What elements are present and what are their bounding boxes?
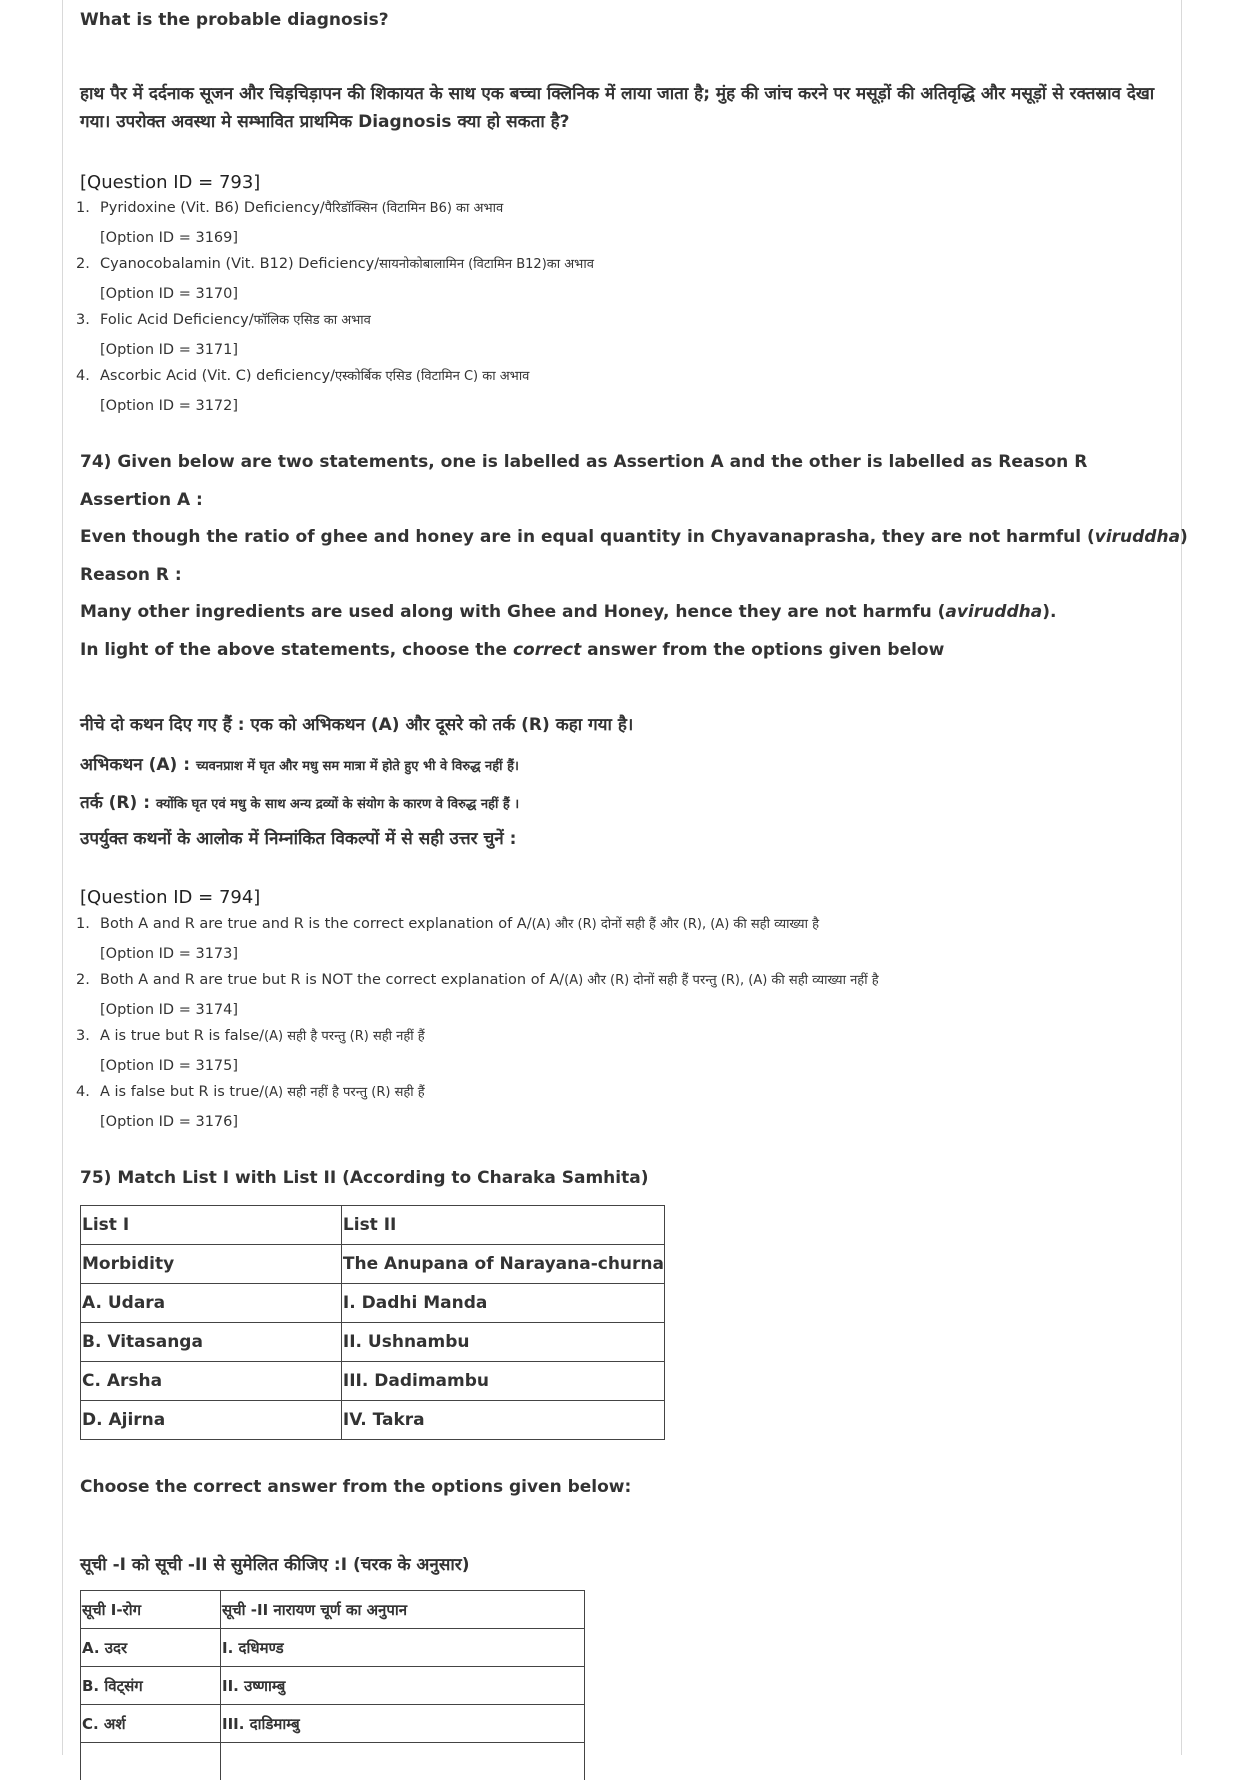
q74-option-3-id: [Option ID = 3175] <box>100 1058 238 1074</box>
option-text-en: Pyridoxine (Vit. B6) Deficiency/ <box>100 200 325 216</box>
q74-option-3: 3. A is true but R is false/(A) सही है परन्तु (R) सही नहीं हैं <box>76 1026 425 1044</box>
table-row: C. Arsha III. Dadimambu <box>81 1362 665 1401</box>
q75-match-table-hi <box>80 1590 585 1780</box>
q74-option-1-id: [Option ID = 3173] <box>100 946 238 962</box>
option-number: 1. <box>76 200 100 216</box>
table-row: B. विट्संग II. उष्णाम्बु <box>81 1667 585 1705</box>
q74-reason-label: Reason R : <box>80 565 182 585</box>
q74-option-1: 1. Both A and R are true and R is the correct explanation of A/(A) और (R) दोनों सही हैं और (R), (A) की सही व्याख्या है <box>76 914 819 932</box>
q73-question-hi: हाथ पैर में दर्दनाक सूजन और चिड़चिड़ापन की शिकायत के साथ एक बच्चा क्लिनिक में लाया जाता है; मुंह की जांच करने पर मसूड़ों की अतिवृद्धि और मसूड़ों से रक्तस्राव देखा गया। उपरोक्त अवस्था मे सम्भावित प्राथमिक Diagnosis क्या हो सकता है? <box>80 80 1160 136</box>
option-number: 2. <box>76 256 100 272</box>
table-row: A. उदर I. दधिमण्ड <box>81 1629 585 1667</box>
option-text-hi: एस्कोर्बिक एसिड (विटामिन C) का अभाव <box>335 369 529 384</box>
option-number: 4. <box>76 368 100 384</box>
option-number: 3. <box>76 312 100 328</box>
q74-assertion-text: Even though the ratio of ghee and honey are in equal quantity in Chyavanaprasha, they are not harmful (viruddha) <box>80 527 1188 547</box>
q74-hi-instruction: उपर्युक्त कथनों के आलोक में निम्नांकित विकल्पों में से सही उत्तर चुनें : <box>80 826 516 849</box>
q73-option-1-id: [Option ID = 3169] <box>100 230 238 246</box>
q75-match-table-en <box>80 1205 665 1440</box>
q74-reason-text: Many other ingredients are used along with Ghee and Honey, hence they are not harmfu (aviruddha). <box>80 602 1056 622</box>
q75-choose-instruction: Choose the correct answer from the options given below: <box>80 1477 631 1497</box>
table-row: सूची I-रोग सूची -II नारायण चूर्ण का अनुपान <box>81 1591 585 1629</box>
option-text-hi: फॉलिक एसिड का अभाव <box>254 313 371 328</box>
q73-option-2 <box>76 254 594 272</box>
q74-question-id: [Question ID = 794] <box>80 887 260 908</box>
option-text-en: Cyanocobalamin (Vit. B12) Deficiency/ <box>100 256 379 272</box>
option-text-en: Folic Acid Deficiency/ <box>100 312 254 328</box>
q73-option-2-id: [Option ID = 3170] <box>100 286 238 302</box>
q73-option-4 <box>76 366 529 384</box>
table-row: C. अर्श III. दाडिमाम्बु <box>81 1705 585 1743</box>
table-row: Morbidity The Anupana of Narayana-churna <box>81 1245 665 1284</box>
table-row: A. Udara I. Dadhi Manda <box>81 1284 665 1323</box>
table-row: B. Vitasanga II. Ushnambu <box>81 1323 665 1362</box>
q73-question-en: What is the probable diagnosis? <box>80 10 389 30</box>
q74-option-2-id: [Option ID = 3174] <box>100 1002 238 1018</box>
q73-option-3 <box>76 310 371 328</box>
q74-option-4: 4. A is false but R is true/(A) सही नहीं है परन्तु (R) सही हैं <box>76 1082 425 1100</box>
q74-option-2: 2. Both A and R are true but R is NOT the correct explanation of A/(A) और (R) दोनों सही हैं परन्तु (R), (A) की सही व्याख्या नहीं है <box>76 970 879 988</box>
q75-hi-title: सूची -I को सूची -II से सुमेलित कीजिए :I (चरक के अनुसार) <box>80 1552 469 1575</box>
table-row <box>81 1743 585 1780</box>
q74-option-4-id: [Option ID = 3176] <box>100 1114 238 1130</box>
option-text-hi: सायनोकोबालामिन (विटामिन B12)का अभाव <box>379 257 594 272</box>
q73-option-4-id: [Option ID = 3172] <box>100 398 238 414</box>
q73-option-3-id: [Option ID = 3171] <box>100 342 238 358</box>
q74-hi-reason: तर्क (R) : क्योंकि घृत एवं मधु के साथ अन्य द्रव्यों के संयोग के कारण वे विरुद्ध नहीं हैं । <box>80 790 519 813</box>
q73-question-id: [Question ID = 793] <box>80 172 260 193</box>
table-row: D. Ajirna IV. Takra <box>81 1401 665 1440</box>
option-text-en: Ascorbic Acid (Vit. C) deficiency/ <box>100 368 335 384</box>
q73-option-1 <box>76 198 503 216</box>
q74-hi-line1: नीचे दो कथन दिए गए हैं : एक को अभिकथन (A) और दूसरे को तर्क (R) कहा गया है। <box>80 712 633 735</box>
q74-instruction: In light of the above statements, choose the correct answer from the options given below <box>80 640 944 660</box>
q74-hi-assertion: अभिकथन (A) : च्यवनप्राश में घृत और मधु सम मात्रा में होते हुए भी वे विरुद्ध नहीं हैं। <box>80 752 519 775</box>
option-text-hi: पैरिडॉक्सिन (विटामिन B6) का अभाव <box>325 201 504 216</box>
q74-title: 74) Given below are two statements, one is labelled as Assertion A and the other is labelled as Reason R <box>80 452 1087 472</box>
table-row: List I List II <box>81 1206 665 1245</box>
q74-assertion-label: Assertion A : <box>80 490 203 510</box>
q75-title: 75) Match List I with List II (According to Charaka Samhita) <box>80 1168 648 1188</box>
